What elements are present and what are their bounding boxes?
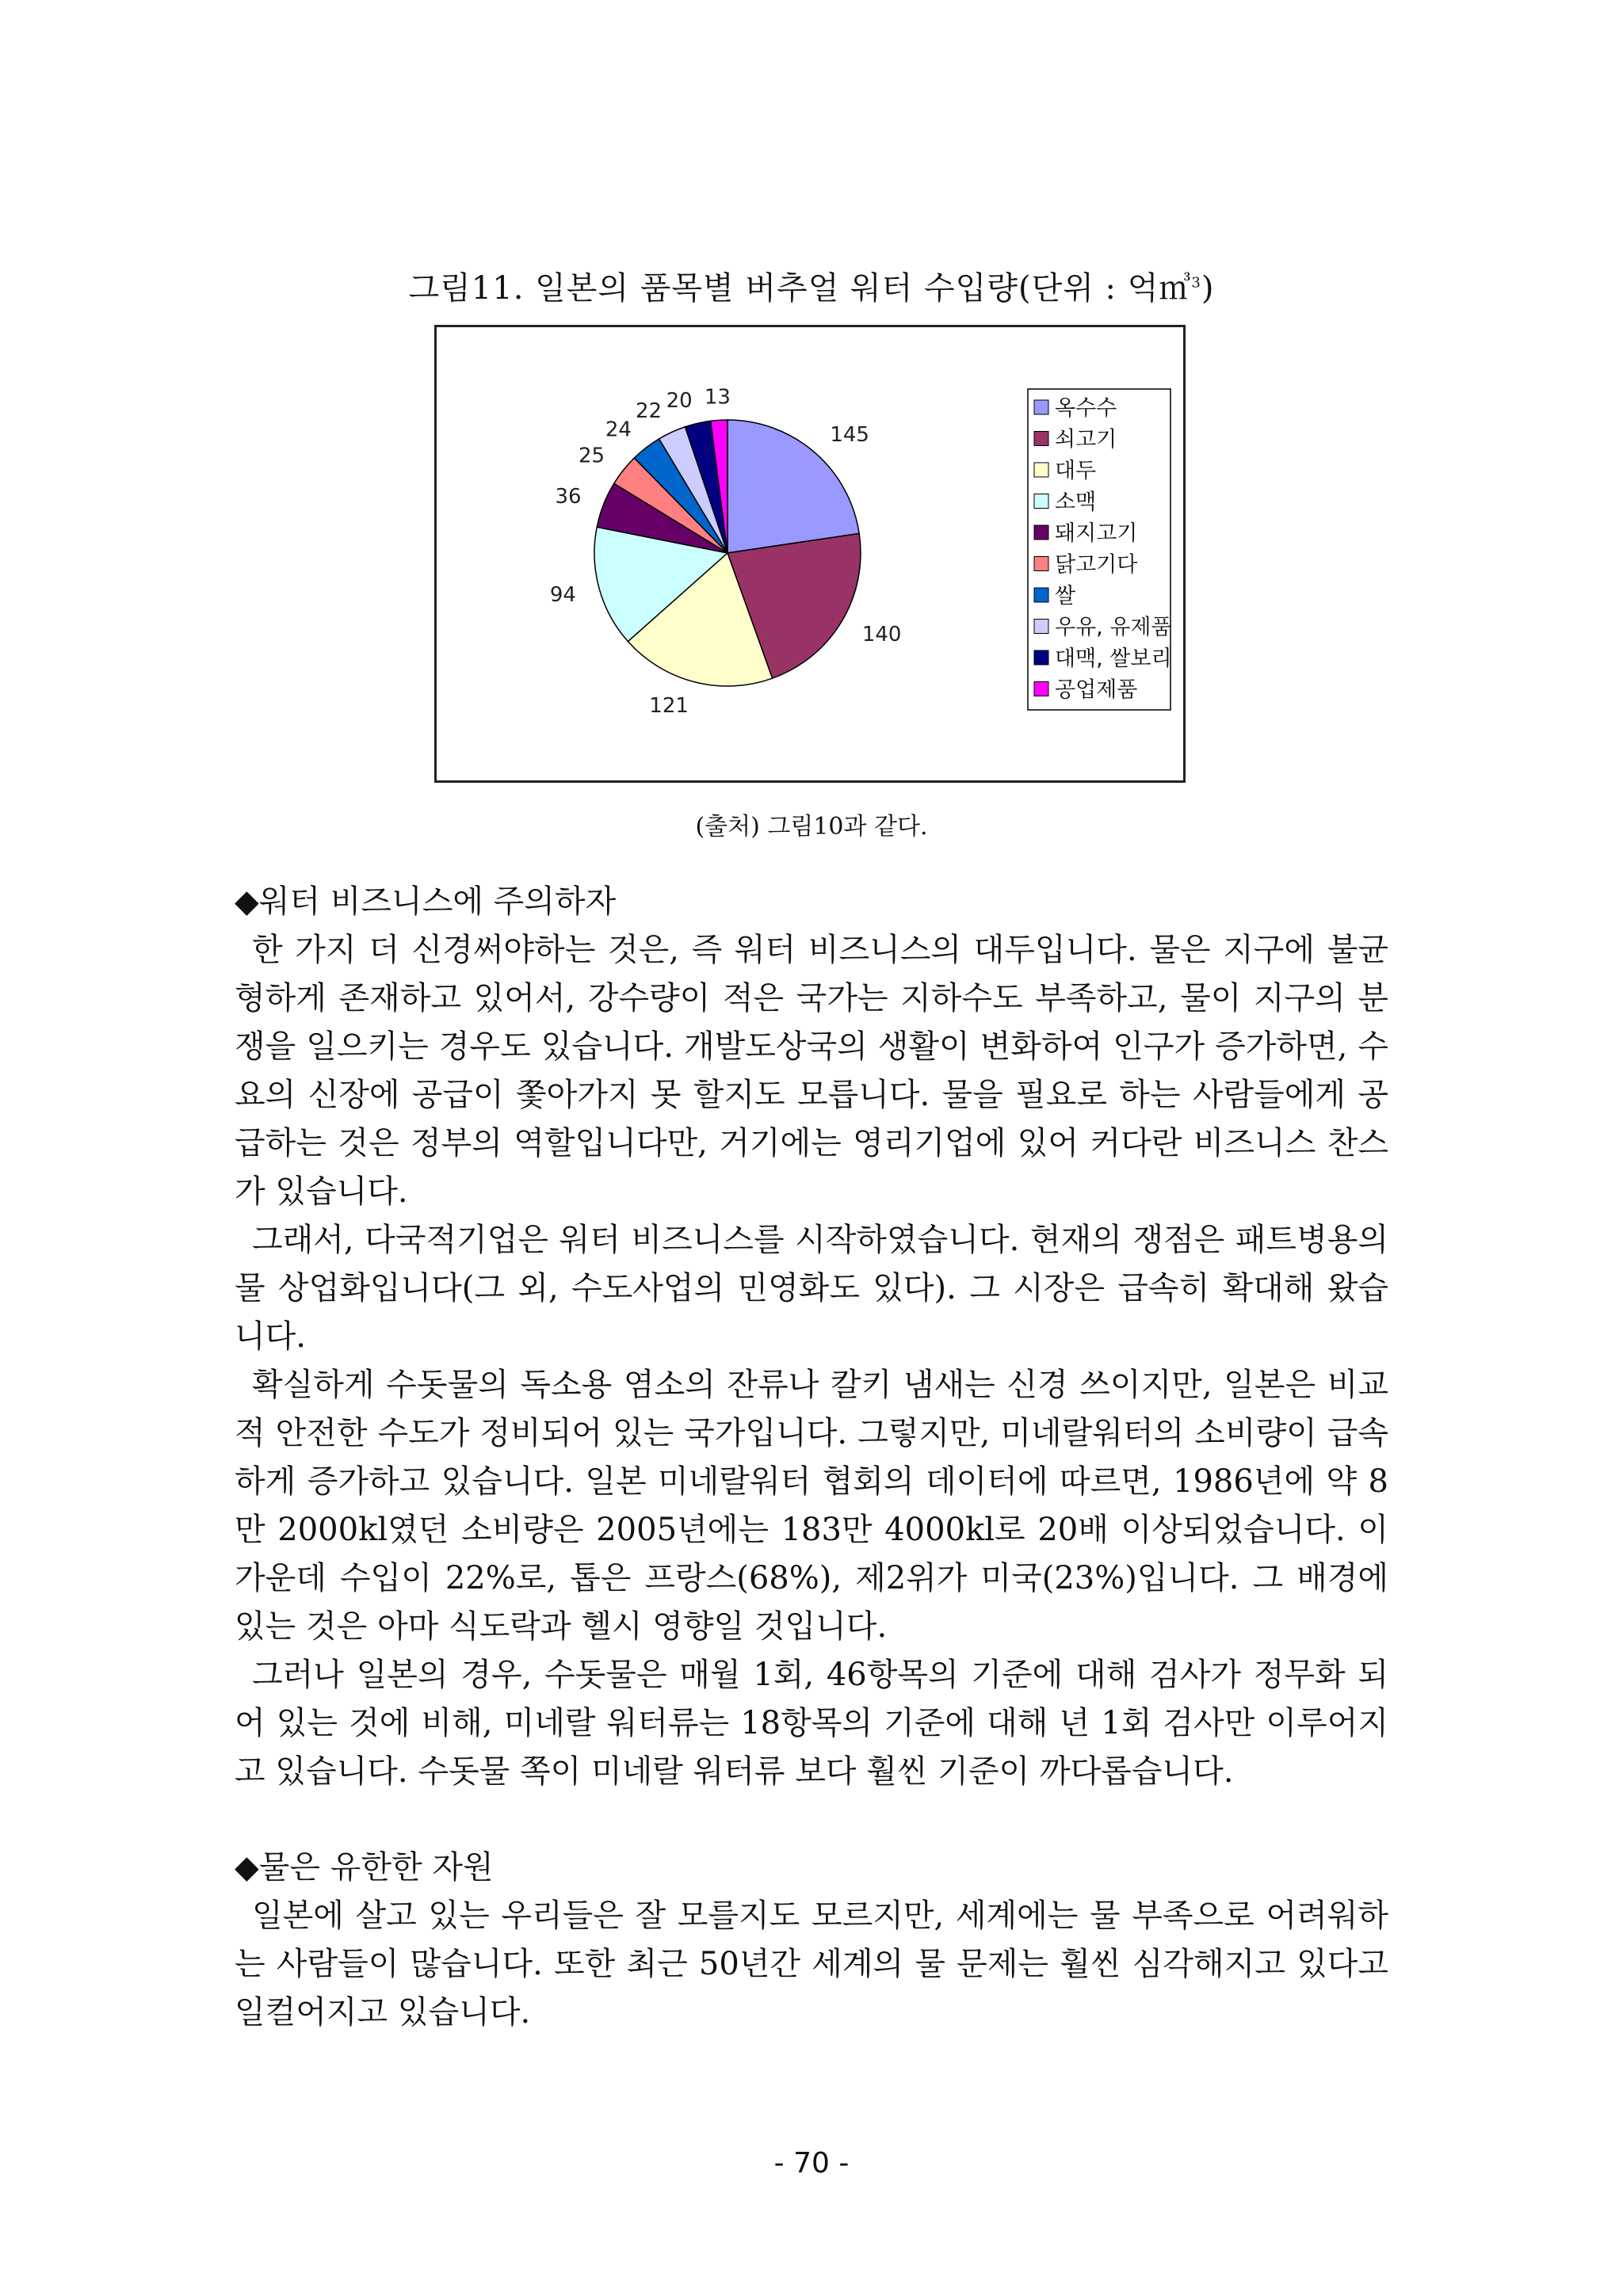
paragraph: 한 가지 더 신경써야하는 것은, 즉 워터 비즈니스의 대두입니다. 물은 지구에 불균형하게 존재하고 있어서, 강수량이 적은 국가는 지하수도 부족하고, 물이 지구의 분쟁을 일으키는 경우도 있습니다. 개발도상국의 생활이 변화하여 인구가 증가하면, 수요의 신장에 공급이 쫓아가지 못 할지도 모릅니다. 물을 필요로 하는 사람들에게 공급하는 것은 정부의 역할입니다만, 거기에는 영리기업에 있어 커다란 비즈니스 찬스가 있습니다. — [235, 932, 1388, 1210]
pie-chart-svg — [437, 327, 1183, 780]
body-text — [235, 878, 1388, 2037]
legend-label: 돼지고기 — [1055, 521, 1138, 546]
section-heading: ◆워터 비즈니스에 주의하자 — [235, 883, 617, 920]
data-label: 94 — [549, 582, 576, 607]
paragraph: 그러나 일본의 경우, 수돗물은 매월 1회, 46항목의 기준에 대해 검사가 정무화 되어 있는 것에 비해, 미네랄 워터류는 18항목의 기준에 대해 년 1회 검사만 이루어지고 있습니다. 수돗물 쪽이 미네랄 워터류 보다 훨씬 기준이 까다롭습니다. — [235, 1657, 1388, 1790]
legend-label: 쇠고기 — [1055, 427, 1117, 452]
data-label: 25 — [579, 444, 605, 468]
legend-label: 닭고기다 — [1055, 552, 1138, 578]
data-label: 36 — [555, 484, 582, 509]
legend-swatch — [1034, 432, 1048, 446]
legend-swatch — [1034, 400, 1048, 414]
legend-swatch — [1034, 494, 1048, 509]
legend-swatch — [1034, 588, 1048, 602]
paragraph: 그래서, 다국적기업은 워터 비즈니스를 시작하였습니다. 현재의 쟁점은 패트병용의 물 상업화입니다(그 외, 수도사업의 민영화도 있다). 그 시장은 급속히 확대해 왔습니다. — [235, 1222, 1388, 1355]
section-water-business — [235, 878, 1388, 1796]
pie-chart — [434, 325, 1186, 783]
legend-swatch — [1034, 650, 1048, 665]
legend-label: 공업제품 — [1055, 677, 1138, 703]
legend-label: 소맥 — [1055, 490, 1097, 515]
paragraph: 확실하게 수돗물의 독소용 염소의 잔류나 칼키 냄새는 신경 쓰이지만, 일본은 비교적 안전한 수도가 정비되어 있는 국가입니다. 그렇지만, 미네랄워터의 소비량이 급속하게 증가하고 있습니다. 일본 미네랄워터 협회의 데이터에 따르면, 1986년에 약 8만 2000kl였던 소비량은 2005년에는 183만 4000kl로 20배 이상되었습니다. 이 가운데 수입이 22%로, 톱은 프랑스(68%), 제2위가 미국(23%)입니다. 그 배경에 있는 것은 아마 식도락과 헬시 영향일 것입니다. — [235, 1367, 1388, 1645]
legend-label: 쌀 — [1055, 584, 1076, 608]
data-label: 140 — [861, 622, 902, 646]
legend-swatch — [1034, 682, 1048, 696]
data-label: 24 — [605, 418, 632, 442]
data-label: 13 — [704, 385, 731, 410]
legend-swatch — [1034, 620, 1048, 634]
legend-swatch — [1034, 525, 1048, 540]
legend-swatch — [1034, 557, 1048, 571]
legend-label: 대맥, 쌀보리 — [1055, 646, 1172, 671]
data-label: 121 — [649, 693, 689, 718]
section-finite-resource — [235, 1844, 1388, 2037]
legend-label: 우유, 유제품 — [1055, 615, 1172, 640]
figure-title: 그림11. 일본의 품목별 버추얼 워터 수입량(단위 : 억㎥$^3$) — [408, 270, 1215, 307]
legend-label: 옥수수 — [1055, 396, 1117, 421]
data-label: 20 — [666, 389, 693, 414]
data-label: 22 — [636, 399, 663, 424]
paragraph: 일본에 살고 있는 우리들은 잘 모를지도 모르지만, 세계에는 물 부족으로 어려워하는 사람들이 많습니다. 또한 최근 50년간 세계의 물 문제는 훨씬 심각해지고 있다고 일컬어지고 있습니다. — [235, 1897, 1388, 2031]
section-heading: ◆물은 유한한 자원 — [235, 1849, 494, 1886]
legend-swatch — [1034, 463, 1048, 477]
page-number: - 70 - — [773, 2147, 850, 2180]
figure-source: (출처) 그림10과 같다. — [695, 813, 928, 841]
data-label: 145 — [830, 423, 869, 448]
legend-label: 대두 — [1055, 459, 1097, 483]
